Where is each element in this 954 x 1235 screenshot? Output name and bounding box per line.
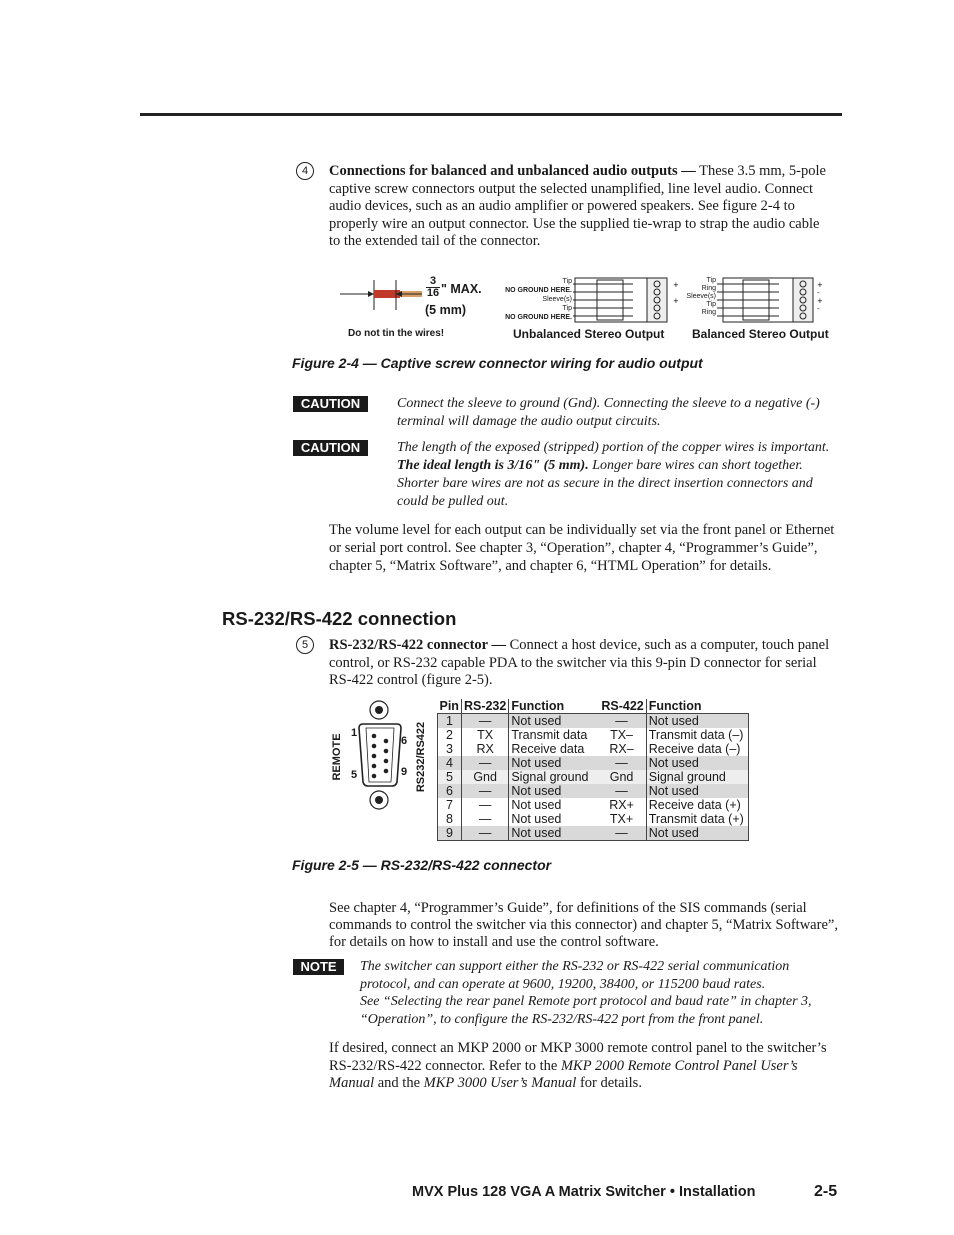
header-rule xyxy=(140,113,842,116)
table-cell: Not used xyxy=(646,756,749,770)
table-cell: Not used xyxy=(509,714,598,729)
footer-title: MVX Plus 128 VGA A Matrix Switcher • Installation xyxy=(412,1184,756,1200)
header-cell: Function xyxy=(646,699,749,714)
note-text xyxy=(360,958,840,1028)
table-cell: — xyxy=(597,826,646,841)
table-row xyxy=(438,826,749,841)
remote-label: REMOTE xyxy=(331,733,343,781)
table-cell: TX xyxy=(461,728,508,742)
table-cell: Not used xyxy=(509,784,598,798)
table-cell: RX+ xyxy=(609,798,634,812)
table-cell: Not used xyxy=(646,784,749,798)
figure-2-5-caption: Figure 2-5 — RS-232/RS-422 connector xyxy=(292,857,552,873)
balanced-label: Tip xyxy=(706,301,716,308)
balanced-connector-icon xyxy=(717,276,832,324)
unbalanced-label: NO GROUND HERE. xyxy=(505,314,572,321)
mkp-manual-title: MKP 3000 User’s Manual xyxy=(423,1075,577,1091)
caution-text-emphasis: The ideal length is 3/16" (5 mm). xyxy=(397,458,589,473)
table-cell: — xyxy=(461,812,508,826)
mkp-text: and the xyxy=(374,1075,424,1091)
unbalanced-connector-icon xyxy=(573,276,683,324)
table-row xyxy=(438,742,749,756)
item5-body: Connect a host device, such as a computer, touch panel control, or RS-232 capable PDA to the switcher via this 9-pin D connector for serial RS-422 control (figure 2-5). xyxy=(329,637,830,688)
table-cell: 8 xyxy=(446,812,453,826)
table-cell: Gnd xyxy=(609,770,634,784)
caution-badge: CAUTION xyxy=(293,396,368,412)
svg-text:+: + xyxy=(673,297,679,305)
strip-fraction-denominator: 16 xyxy=(426,287,440,299)
table-cell: — xyxy=(461,784,508,798)
table-cell: TX+ xyxy=(609,812,634,826)
table-cell: — xyxy=(597,784,646,798)
table-cell: 1 xyxy=(438,714,462,729)
table-cell: 9 xyxy=(438,826,462,841)
pin-9-label: 9 xyxy=(401,766,408,778)
balanced-label: Ring xyxy=(701,285,716,292)
table-cell: Not used xyxy=(509,812,598,826)
balanced-title: Balanced Stereo Output xyxy=(692,327,829,341)
table-cell: — xyxy=(461,826,508,841)
note-line: The switcher can support either the RS-232 or RS-422 serial communication protocol, and can operate at 9600, 19200, 38400, or 115200 baud rates. xyxy=(360,959,790,992)
pin-6-label: 6 xyxy=(401,735,408,747)
svg-text:-: - xyxy=(817,289,820,297)
header-cell: RS-232 xyxy=(461,699,508,714)
pin-1-label: 1 xyxy=(351,727,358,739)
table-cell: Not used xyxy=(509,798,598,812)
table-cell: RX– xyxy=(609,742,634,756)
table-cell: 5 xyxy=(446,770,453,784)
table-cell: Not used xyxy=(646,826,749,841)
table-cell: Not used xyxy=(646,714,749,729)
table-row xyxy=(438,812,749,826)
table-cell: — xyxy=(597,714,646,729)
table-cell: — xyxy=(597,756,646,770)
table-cell: Receive data (–) xyxy=(646,742,749,756)
strip-mm-label: (5 mm) xyxy=(425,303,466,317)
table-cell: Signal ground xyxy=(646,770,749,784)
unbalanced-label: Tip xyxy=(562,305,572,312)
pinout-table xyxy=(437,699,749,841)
caution-badge: CAUTION xyxy=(293,440,368,456)
caution-text xyxy=(397,439,837,511)
caution-text-part: Longer bare wires can short together. Shorter bare wires are not as secure in the direct insertion connectors and could be pulled out. xyxy=(397,458,813,509)
no-tin-warning: Do not tin the wires! xyxy=(348,328,445,339)
table-cell: TX– xyxy=(610,728,633,742)
item5-heading: RS-232/RS-422 connector — xyxy=(329,637,506,653)
mkp-paragraph xyxy=(329,1040,839,1093)
caution-text-part: The length of the exposed (stripped) portion of the copper wires is important. xyxy=(397,440,830,455)
table-row xyxy=(438,714,749,729)
table-cell: Receive data (+) xyxy=(646,798,749,812)
balanced-wire-labels xyxy=(670,277,716,317)
port-label: RS232/RS422 xyxy=(415,721,427,793)
item4-body: These 3.5 mm, 5-pole captive screw connectors output the selected unamplified, line level audio. Connect audio devices, such as an audio amplifier or powered speakers. See figure 2-4 to properly wire an output connector. Use the supplied tie-wrap to strap the audio cable to the extended tail of the connector. xyxy=(329,163,826,249)
unbalanced-label: Sleeve(s) xyxy=(542,296,572,303)
header-cell: Pin xyxy=(438,699,462,714)
item5-paragraph xyxy=(329,637,834,690)
table-row xyxy=(438,728,749,742)
table-header-row xyxy=(438,699,749,714)
balanced-label: Ring xyxy=(701,309,716,316)
table-cell: 7 xyxy=(446,798,453,812)
unbalanced-label: Tip xyxy=(562,278,572,285)
table-row xyxy=(438,784,749,798)
step-number-5: 5 xyxy=(296,636,314,654)
svg-text:-: - xyxy=(817,305,820,313)
table-cell: RX xyxy=(461,742,508,756)
table-cell: 2 xyxy=(446,728,453,742)
mkp-manual-title: MKP 2000 Remote Control Panel User’s Manual xyxy=(329,1057,798,1091)
table-cell: 3 xyxy=(446,742,453,756)
unbalanced-label: NO GROUND HERE. xyxy=(505,287,572,294)
volume-paragraph: The volume level for each output can be individually set via the front panel or Ethernet or serial port control. See chapter 3, “Operation”, chapter 4, “Programmer’s Guide”, chapter 5, “Matrix Software”, and chapter 6, “HTML Operation” for details. xyxy=(329,522,835,574)
table-cell: Signal ground xyxy=(509,770,598,784)
table-row xyxy=(438,770,749,784)
table-row xyxy=(438,798,749,812)
header-cell: Function xyxy=(509,699,598,714)
table-cell: Transmit data (–) xyxy=(646,728,749,742)
header-cell: RS-422 xyxy=(597,699,646,714)
figure-2-4-caption: Figure 2-4 — Captive screw connector wiring for audio output xyxy=(292,355,703,371)
note-badge: NOTE xyxy=(293,959,344,975)
figure-2-4 xyxy=(330,270,840,345)
strip-max-label: " MAX. xyxy=(441,282,482,296)
section-heading: RS-232/RS-422 connection xyxy=(222,608,457,629)
table-cell: Receive data xyxy=(509,742,598,756)
svg-text:+: + xyxy=(817,281,823,289)
item4-paragraph xyxy=(329,163,834,251)
table-row xyxy=(438,756,749,770)
caution-text: Connect the sleeve to ground (Gnd). Connecting the sleeve to a negative (-) terminal will damage the audio output circuits. xyxy=(397,396,820,429)
balanced-label: Sleeve(s) xyxy=(686,293,716,300)
svg-text:+: + xyxy=(817,297,823,305)
table-cell: — xyxy=(461,756,508,770)
table-cell: — xyxy=(461,798,508,812)
stripped-wire-illustration xyxy=(330,276,430,316)
table-cell: Transmit data xyxy=(509,728,598,742)
table-cell: Not used xyxy=(509,826,598,841)
pin-5-label: 5 xyxy=(351,769,358,781)
table-cell: — xyxy=(461,714,508,729)
table-cell: Gnd xyxy=(461,770,508,784)
unbalanced-title: Unbalanced Stereo Output xyxy=(513,327,665,341)
strip-fraction-numerator: 3 xyxy=(426,276,440,288)
unbalanced-wire-labels xyxy=(490,277,572,322)
table-cell: Transmit data (+) xyxy=(646,812,749,826)
note-line: See “Selecting the rear panel Remote port protocol and baud rate” in chapter 3, “Operation”, to configure the RS-232/RS-422 port from the front panel. xyxy=(360,994,812,1027)
table-cell: Not used xyxy=(509,756,598,770)
svg-text:+: + xyxy=(673,281,679,289)
mkp-text: If desired, connect an MKP 2000 or MKP 3000 remote control panel to the switcher’s RS-232/RS-422 connector. Refer to the xyxy=(329,1040,827,1074)
item4-heading: Connections for balanced and unbalanced audio outputs — xyxy=(329,163,696,179)
step-number-4: 4 xyxy=(296,162,314,180)
mkp-text: for details. xyxy=(576,1075,642,1091)
table-cell: 4 xyxy=(438,756,462,770)
table-cell: 6 xyxy=(438,784,462,798)
see-paragraph: See chapter 4, “Programmer’s Guide”, for definitions of the SIS commands (serial commands to control the switcher via this connector) and chapter 5, “Matrix Software”, for details on how to install and use the control software. xyxy=(329,900,838,950)
page-number: 2-5 xyxy=(814,1183,838,1200)
balanced-label: Tip xyxy=(706,277,716,284)
